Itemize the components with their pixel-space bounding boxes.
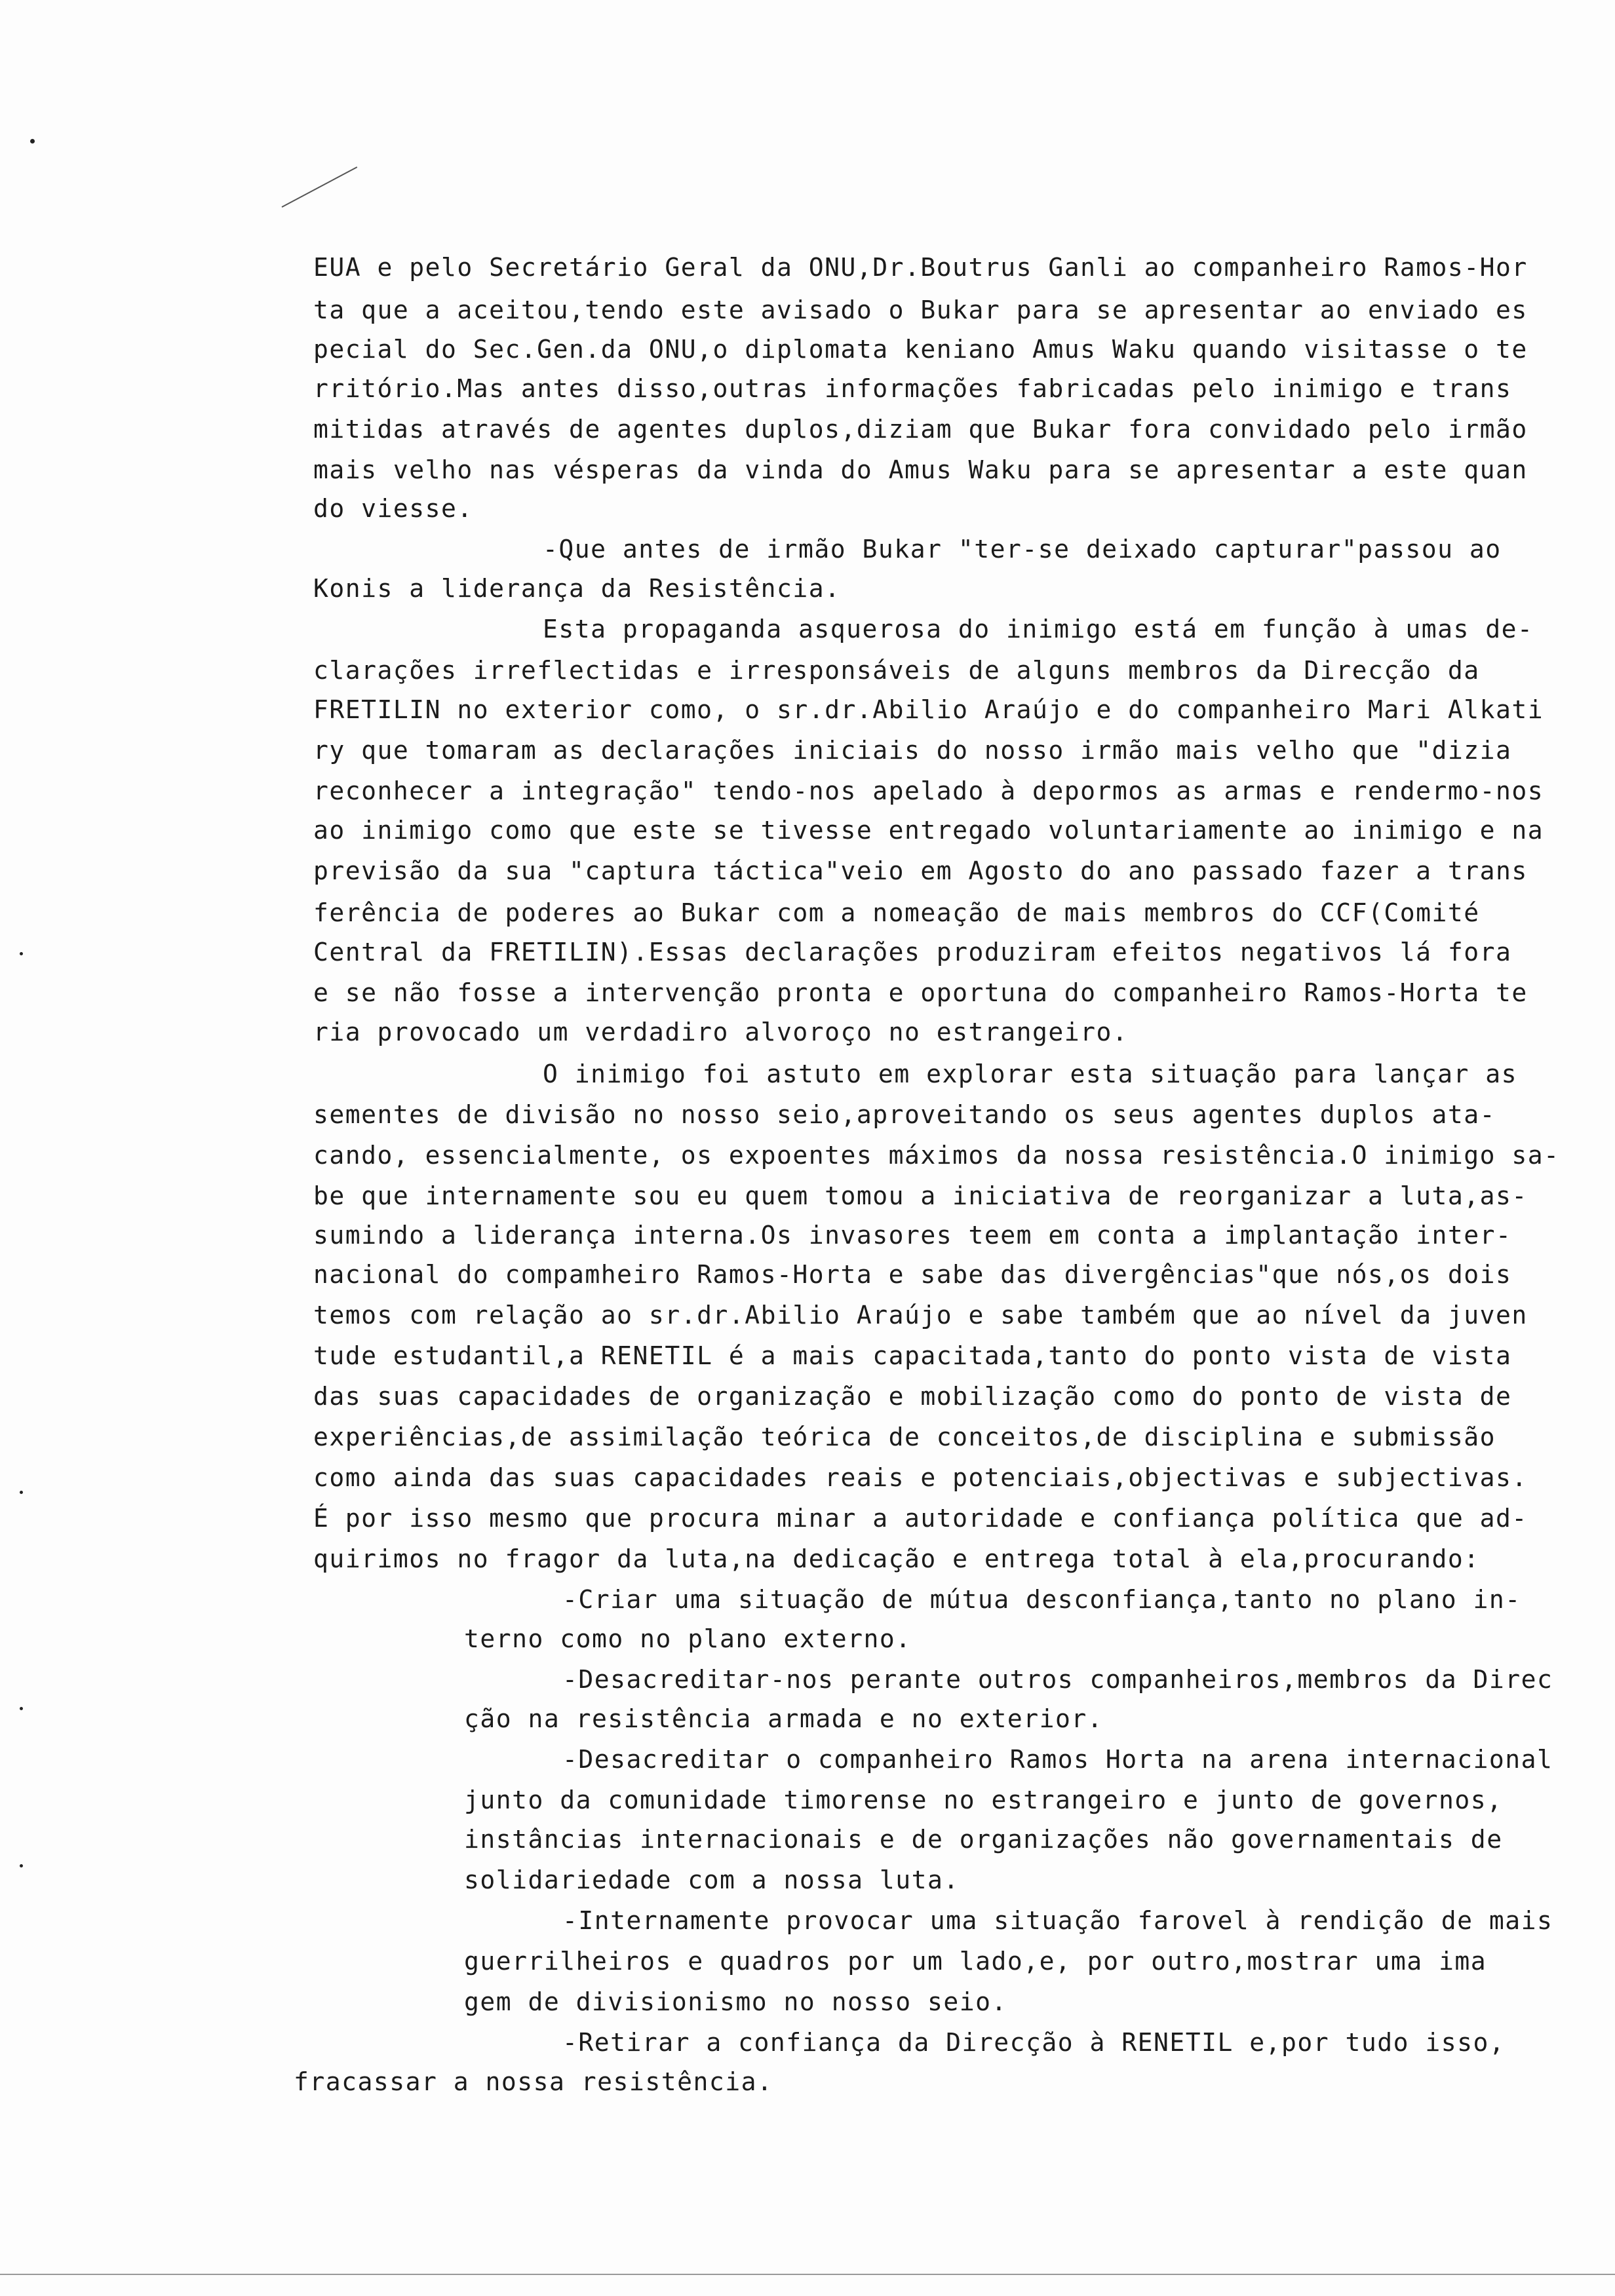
text-line: Esta propaganda asquerosa do inimigo está em função à umas de-	[543, 615, 1534, 643]
text-line: -Internamente provocar uma situação farovel à rendição de mais	[562, 1906, 1553, 1935]
margin-dot	[20, 1707, 23, 1710]
text-line: pecial do Sec.Gen.da ONU,o diplomata keniano Amus Waku quando visitasse o te	[313, 335, 1528, 364]
text-line: O inimigo foi astuto em explorar esta situação para lançar as	[543, 1060, 1518, 1088]
text-line: ry que tomaram as declarações iniciais do nosso irmão mais velho que "dizia	[313, 736, 1512, 765]
text-line: gem de divisionismo no nosso seio.	[464, 1987, 1007, 2016]
text-line: -Desacreditar o companheiro Ramos Horta na arena internacional	[562, 1745, 1553, 1774]
text-line: do viesse.	[313, 494, 473, 523]
margin-dot	[20, 952, 23, 955]
corner-pen-stroke	[282, 166, 358, 208]
text-line: rritório.Mas antes disso,outras informações fabricadas pelo inimigo e trans	[313, 374, 1512, 403]
text-line: ção na resistência armada e no exterior.	[464, 1704, 1104, 1733]
text-line: e se não fosse a intervenção pronta e oportuna do companheiro Ramos-Horta te	[313, 978, 1528, 1007]
text-line: clarações irreflectidas e irresponsáveis de alguns membros da Direcção da	[313, 656, 1480, 685]
text-line: mais velho nas vésperas da vinda do Amus Waku para se apresentar a este quan	[313, 455, 1528, 484]
text-line: -Que antes de irmão Bukar "ter-se deixado capturar"passou ao	[543, 535, 1502, 564]
margin-dot	[20, 1864, 23, 1867]
text-line: previsão da sua "captura táctica"veio em Agosto do ano passado fazer a trans	[313, 856, 1528, 885]
text-line: terno como no plano externo.	[464, 1624, 912, 1653]
text-line: nacional do compamheiro Ramos-Horta e sabe das divergências"que nós,os dois	[313, 1260, 1512, 1289]
text-line: ta que a aceitou,tendo este avisado o Bukar para se apresentar ao enviado es	[313, 296, 1528, 324]
text-line: quirimos no fragor da luta,na dedicação e entrega total à ela,procurando:	[313, 1544, 1480, 1573]
text-line: experiências,de assimilação teórica de conceitos,de disciplina e submissão	[313, 1423, 1496, 1451]
text-line: ferência de poderes ao Bukar com a nomeação de mais membros do CCF(Comité	[313, 898, 1480, 927]
text-line: ria provocado um verdadiro alvoroço no estrangeiro.	[313, 1018, 1129, 1046]
text-line: tude estudantil,a RENETIL é a mais capacitada,tanto do ponto vista de vista	[313, 1341, 1512, 1370]
text-line: fracassar a nossa resistência.	[294, 2067, 773, 2096]
text-line: como ainda das suas capacidades reais e potenciais,objectivas e subjectivas.	[313, 1463, 1528, 1492]
text-line: -Criar uma situação de mútua desconfiança,tanto no plano in-	[562, 1585, 1521, 1614]
text-line: instâncias internacionais e de organizações não governamentais de	[464, 1825, 1503, 1854]
text-line: temos com relação ao sr.dr.Abilio Araújo e sabe também que ao nível da juven	[313, 1301, 1528, 1330]
bottom-scan-edge	[0, 2274, 1615, 2275]
text-line: mitidas através de agentes duplos,diziam que Bukar fora convidado pelo irmão	[313, 415, 1528, 444]
text-line: sumindo a liderança interna.Os invasores teem em conta a implantação inter-	[313, 1221, 1512, 1250]
text-line: FRETILIN no exterior como, o sr.dr.Abilio Araújo e do companheiro Mari Alkati	[313, 695, 1544, 724]
margin-dot	[30, 139, 35, 144]
text-line: É por isso mesmo que procura minar a autoridade e confiança política que ad-	[313, 1504, 1528, 1533]
text-line: junto da comunidade timorense no estrangeiro e junto de governos,	[464, 1786, 1503, 1814]
text-line: sementes de divisão no nosso seio,aproveitando os seus agentes duplos ata-	[313, 1100, 1496, 1129]
text-line: be que internamente sou eu quem tomou a iniciativa de reorganizar a luta,as-	[313, 1181, 1528, 1210]
text-line: EUA e pelo Secretário Geral da ONU,Dr.Boutrus Ganli ao companheiro Ramos-Hor	[313, 253, 1528, 282]
margin-dot	[20, 1491, 23, 1494]
text-line: Konis a liderança da Resistência.	[313, 574, 841, 603]
text-line: cando, essencialmente, os expoentes máximos da nossa resistência.O inimigo sa-	[313, 1141, 1560, 1170]
text-line: Central da FRETILIN).Essas declarações produziram efeitos negativos lá fora	[313, 938, 1512, 966]
text-line: -Retirar a confiança da Direcção à RENETIL e,por tudo isso,	[562, 2028, 1506, 2057]
text-line: -Desacreditar-nos perante outros companheiros,membros da Direc	[562, 1665, 1553, 1694]
text-line: ao inimigo como que este se tivesse entregado voluntariamente ao inimigo e na	[313, 816, 1544, 845]
text-line: guerrilheiros e quadros por um lado,e, por outro,mostrar uma ima	[464, 1947, 1487, 1976]
text-line: das suas capacidades de organização e mobilização como do ponto de vista de	[313, 1382, 1512, 1411]
text-line: solidariedade com a nossa luta.	[464, 1866, 960, 1894]
text-line: reconhecer a integração" tendo-nos apelado à depormos as armas e rendermo-nos	[313, 776, 1544, 805]
